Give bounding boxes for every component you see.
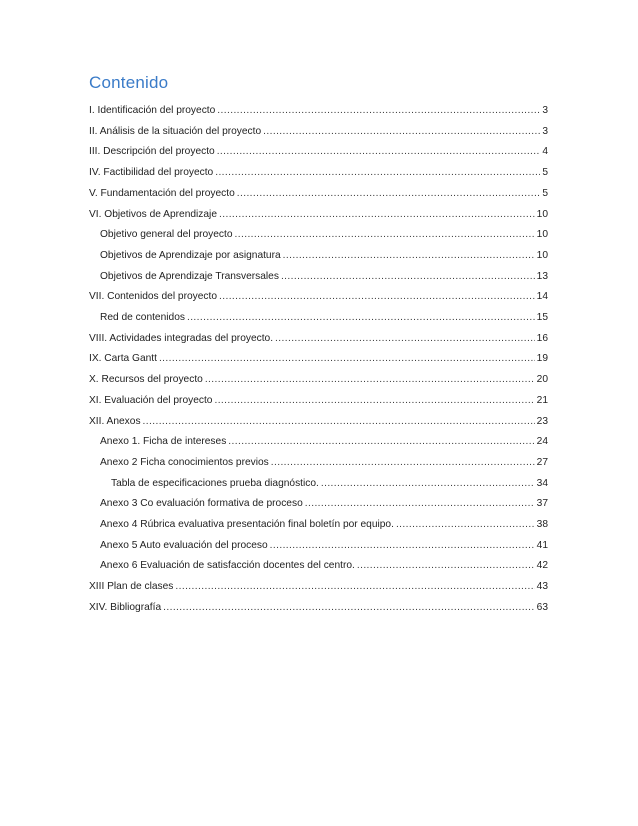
toc-page-number: 5	[542, 187, 548, 199]
toc-entry-text: Objetivos de Aprendizaje por asignatura	[100, 249, 281, 261]
toc-entry-text: II. Análisis de la situación del proyecto	[89, 125, 262, 137]
toc-dot-leader	[205, 370, 535, 390]
toc-entry[interactable]	[89, 391, 548, 411]
toc-entry-text: IX. Carta Gantt	[89, 353, 157, 365]
toc-entry-text: Objetivos de Aprendizaje Transversales	[100, 270, 279, 282]
toc-entry[interactable]	[100, 225, 548, 245]
toc-entry-text: Anexo 4 Rúbrica evaluativa presentación final boletín por equipo.	[100, 519, 394, 530]
toc-dot-leader	[271, 453, 535, 473]
toc-entry-text: Anexo 5 Auto evaluación del proceso	[100, 539, 268, 551]
toc-entry-text: Objetivo general del proyecto	[100, 229, 233, 241]
toc-dot-leader	[143, 412, 535, 432]
toc-entry-text: Tabla de especificaciones prueba diagnóstico.	[111, 477, 319, 489]
toc-page-number: 14	[536, 291, 548, 303]
toc-entry[interactable]	[100, 267, 548, 287]
toc-entry[interactable]	[100, 536, 548, 556]
toc-entry[interactable]	[89, 163, 548, 183]
toc-page-number: 16	[536, 332, 548, 344]
toc-page-number: 37	[536, 498, 548, 510]
toc-entry[interactable]	[100, 246, 548, 266]
toc-dot-leader	[281, 267, 535, 287]
toc-entry-text: IV. Factibilidad del proyecto	[89, 167, 214, 179]
toc-page-number: 23	[536, 415, 548, 427]
toc-entry[interactable]	[100, 453, 548, 473]
toc-dot-leader	[187, 308, 535, 328]
toc-dot-leader	[163, 598, 535, 618]
toc-entry-text: III. Descripción del proyecto	[89, 146, 215, 158]
toc-dot-leader	[228, 432, 534, 452]
toc-entry[interactable]	[100, 432, 548, 452]
toc-entry[interactable]	[89, 101, 548, 121]
toc-dot-leader	[175, 577, 534, 597]
toc-page-number: 27	[536, 456, 548, 468]
toc-page-number: 15	[536, 312, 548, 323]
toc-entry-text: VIII. Actividades integradas del proyecto.	[89, 332, 274, 344]
toc-entry-text: XII. Anexos	[89, 415, 141, 427]
toc-entry[interactable]	[89, 329, 548, 349]
toc-page-number: 10	[536, 208, 548, 220]
toc-dot-leader	[237, 184, 541, 204]
toc-page-number: 5	[542, 167, 548, 179]
toc-entry[interactable]	[100, 308, 548, 328]
toc-entry-text: Anexo 3 Co evaluación formativa de proceso	[100, 498, 303, 510]
toc-entry-text: VII. Contenidos del proyecto	[89, 291, 217, 303]
toc-entry[interactable]	[89, 287, 548, 307]
toc-entry[interactable]	[100, 515, 548, 535]
toc-entry[interactable]	[89, 412, 548, 432]
toc-page-number: 38	[536, 519, 548, 530]
toc-dot-leader	[396, 515, 535, 535]
toc-entry[interactable]	[89, 122, 548, 142]
toc-entry[interactable]	[89, 370, 548, 390]
toc-page-number: 21	[536, 394, 548, 406]
toc-title: Contenido	[89, 73, 169, 92]
toc-dot-leader	[270, 536, 535, 556]
toc-dot-leader	[214, 391, 534, 411]
toc-page-number: 41	[536, 539, 548, 551]
toc-page-number: 10	[536, 229, 548, 241]
toc-entry-text: V. Fundamentación del proyecto	[89, 187, 235, 199]
toc-dot-leader	[321, 474, 535, 494]
toc-dot-leader	[159, 349, 535, 369]
toc-dot-leader	[219, 287, 535, 307]
toc-entry-text: XIV. Bibliografía	[89, 601, 162, 613]
toc-page-number: 34	[536, 477, 548, 489]
toc-page-number: 3	[542, 125, 548, 137]
toc-entry[interactable]	[89, 349, 548, 369]
toc-dot-leader	[217, 101, 540, 121]
toc-entry[interactable]	[100, 556, 548, 576]
toc-entry[interactable]	[89, 598, 548, 618]
toc-dot-leader	[283, 246, 535, 266]
toc-entry-text: XIII Plan de clases	[89, 581, 174, 593]
toc-entry-text: Anexo 1. Ficha de intereses	[100, 436, 227, 448]
toc-dot-leader	[263, 122, 540, 142]
toc-dot-leader	[235, 225, 535, 245]
toc-page-number: 10	[536, 249, 548, 261]
toc-entry[interactable]	[89, 577, 548, 597]
toc-entry-text: XI. Evaluación del proyecto	[89, 394, 213, 406]
toc-page-number: 3	[542, 105, 548, 116]
toc-dot-leader	[357, 556, 535, 576]
toc-page-number: 63	[536, 601, 548, 613]
toc-entry[interactable]	[89, 142, 548, 162]
toc-dot-leader	[217, 142, 541, 162]
toc-page-number: 24	[536, 436, 548, 448]
toc-entry-text: Anexo 2 Ficha conocimientos previos	[100, 456, 269, 468]
toc-entry-text: I. Identificación del proyecto	[89, 105, 216, 116]
toc-entry[interactable]	[100, 494, 548, 514]
toc-page-number: 4	[542, 146, 548, 158]
toc-dot-leader	[215, 163, 540, 183]
toc-entry[interactable]	[89, 184, 548, 204]
toc-entry-text: VI. Objetivos de Aprendizaje	[89, 208, 217, 220]
toc-page-number: 13	[536, 270, 548, 282]
toc-entry[interactable]	[111, 474, 548, 494]
toc-page-number: 20	[536, 374, 548, 386]
toc-dot-leader	[305, 494, 535, 514]
toc-page-number: 42	[536, 560, 548, 572]
toc-dot-leader	[219, 205, 535, 225]
toc-entry-text: X. Recursos del proyecto	[89, 374, 203, 386]
toc-entry-text: Red de contenidos	[100, 312, 185, 323]
toc-page-number: 43	[536, 581, 548, 593]
toc-dot-leader	[275, 329, 535, 349]
toc-entry-text: Anexo 6 Evaluación de satisfacción docentes del centro.	[100, 560, 355, 572]
toc-page-number: 19	[536, 353, 548, 365]
toc-entry[interactable]	[89, 205, 548, 225]
